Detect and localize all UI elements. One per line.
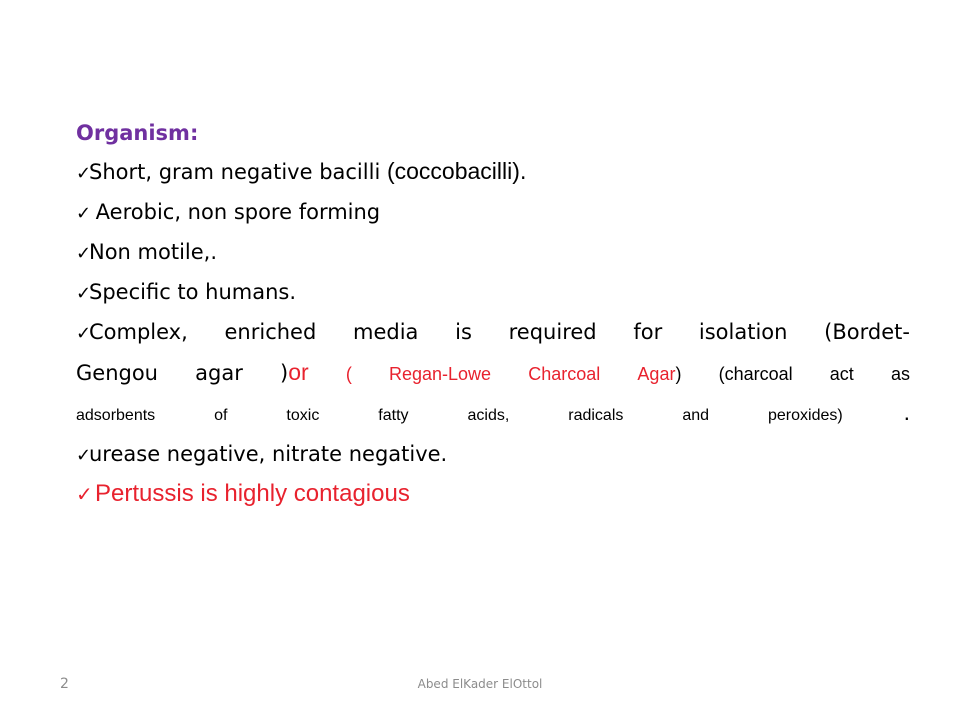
checkmark-icon: ✓ [76, 163, 92, 184]
complex-line-3 [76, 393, 910, 435]
checkmark-icon: ✓ [76, 203, 92, 224]
footer-author: Abed ElKader ElOttol [417, 677, 543, 691]
item-tail: . [519, 160, 527, 184]
list-item-pertussis [76, 475, 910, 513]
red-word: Agar) [637, 364, 682, 384]
item-suffix: (coccobacilli) [386, 158, 520, 184]
complex-word: ✓Complex, [76, 313, 188, 353]
list-item-urease [76, 435, 910, 475]
complex-line-3-text: adsorbents of toxic fatty acids, radicals and peroxides) [76, 407, 843, 424]
checkmark-icon: ✓ [76, 445, 92, 466]
complex-word: (Bordet- [824, 320, 910, 344]
item-text: Specific to humans. [89, 280, 297, 304]
checkmark-icon: ✓ [76, 482, 93, 506]
or-word: or [288, 359, 309, 385]
complex-word: act [829, 364, 854, 384]
complex-line-3-end: . [842, 399, 910, 425]
list-item-complex-media [76, 313, 910, 435]
checkmark-icon: ✓ [76, 323, 92, 344]
complex-word: enriched [224, 320, 317, 344]
item-text: Non motile,. [89, 240, 218, 264]
organism-heading: Organism: [76, 121, 199, 145]
item-text: Pertussis is highly contagious [95, 480, 410, 507]
red-word: Regan-Lowe [388, 364, 492, 384]
complex-line-2 [76, 353, 910, 393]
item-text: urease negative, nitrate negative. [89, 442, 448, 466]
complex-word: is [455, 320, 472, 344]
complex-word: isolation [698, 320, 788, 344]
item-text: Aerobic, non spore forming [89, 200, 381, 224]
list-item-non-motile [76, 233, 910, 273]
complex-word: (charcoal [718, 364, 793, 384]
slide-content [76, 114, 910, 513]
red-word: ( [345, 364, 352, 384]
complex-word: Gengou [76, 361, 158, 385]
red-word: Charcoal [528, 364, 601, 384]
list-item-short-gram-negative [76, 152, 910, 193]
item-text: Short, gram negative bacilli [89, 160, 387, 184]
complex-word: )or [280, 359, 309, 385]
complex-word: media [353, 320, 419, 344]
complex-word: as [890, 364, 910, 384]
list-item-specific-humans [76, 273, 910, 313]
complex-word: required [508, 320, 597, 344]
list-item-aerobic [76, 193, 910, 233]
complex-line-1 [76, 313, 910, 353]
complex-word: for [633, 320, 663, 344]
checkmark-icon: ✓ [76, 283, 92, 304]
page-number: 2 [60, 676, 69, 692]
checkmark-icon: ✓ [76, 243, 92, 264]
complex-word: agar [195, 361, 243, 385]
